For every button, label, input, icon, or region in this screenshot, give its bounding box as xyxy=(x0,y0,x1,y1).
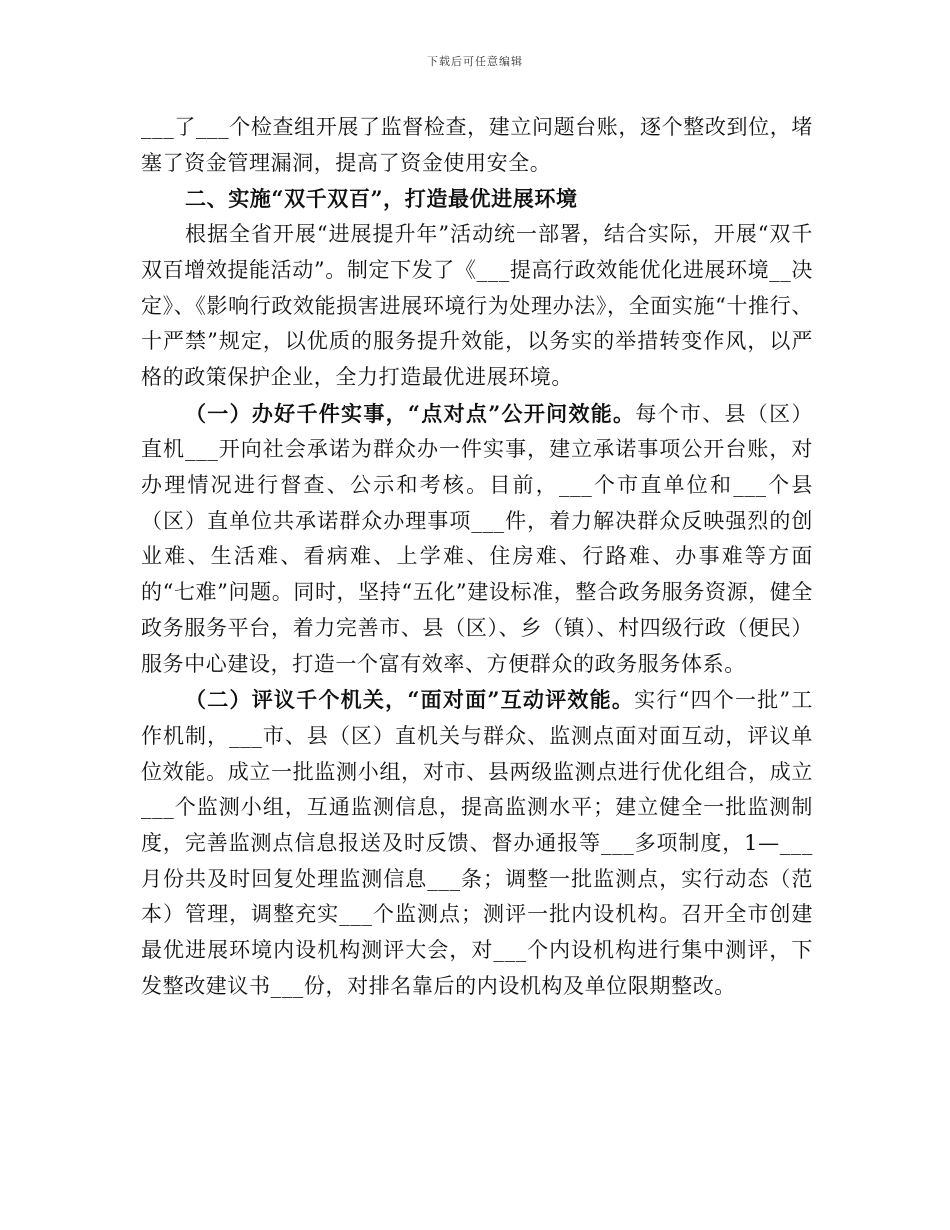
subsection-2-body: 实行“四个一批”工作机制，___市、县（区）直机关与群众、监测点面对面互动，评议单位效能。成立一批监测小组，对市、县两级监测点进行优化组合，成立___个监测小组，互通监测信息，提高监测水平；建立健全一批监测制度，完善监测点信息报送及时反馈、督办通报等___多项制度，1—___月份共及时回复处理监测信息___条；调整一批监测点，实行动态（范本）管理，调整充实___个监测点；测评一批内设机构。召开全市创建最优进展环境内设机构测评大会，对___个内设机构进行集中测评，下发整改建议书___份，对排名靠后的内设机构及单位限期整改。 xyxy=(141,688,813,998)
paragraph-subsection-2 xyxy=(141,682,813,1004)
paragraph-intro: 根据全省开展“进展提升年”活动统一部署，结合实际，开展“双千双百增效提能活动”。制定下发了《___提高行政效能优化进展环境__决定》、《影响行政效能损害进展环境行为处理办法》，全面实施“十推行、十严禁”规定，以优质的服务提升效能，以务实的举措转变作风，以严格的政策保护企业，全力打造最优进展环境。 xyxy=(141,222,813,389)
subsection-2-heading: （二）评议千个机关，“面对面”互动评效能。 xyxy=(185,687,635,713)
document-body xyxy=(141,110,813,1005)
section-heading: 二、实施“双千双百”，打造最优进展环境 xyxy=(185,186,578,212)
subsection-1-heading: （一）办好千件实事，“点对点”公开问效能。 xyxy=(185,400,636,426)
paragraph-subsection-1 xyxy=(141,396,813,683)
subsection-1-body: 每个市、县（区）直机___开向社会承诺为群众办一件实事，建立承诺事项公开台账，对办理情况进行督查、公示和考核。目前，___个市直单位和___个县（区）直单位共承诺群众办理事项___件，着力解决群众反映强烈的创业难、生活难、看病难、上学难、住房难、行路难、办事难等方面的“七难”问题。同时，坚持“五化”建设标准，整合政务服务资源，健全政务服务平台，着力完善市、县（区）、乡（镇）、村四级行政（便民）服务中心建设，打造一个富有效率、方便群众的政务服务体系。 xyxy=(141,401,813,676)
page-header-note: 下载后可任意编辑 xyxy=(427,55,523,68)
paragraph-continued: ___了___个检查组开展了监督检查，建立问题台账，逐个整改到位，堵塞了资金管理漏洞，提高了资金使用安全。 xyxy=(141,115,813,175)
